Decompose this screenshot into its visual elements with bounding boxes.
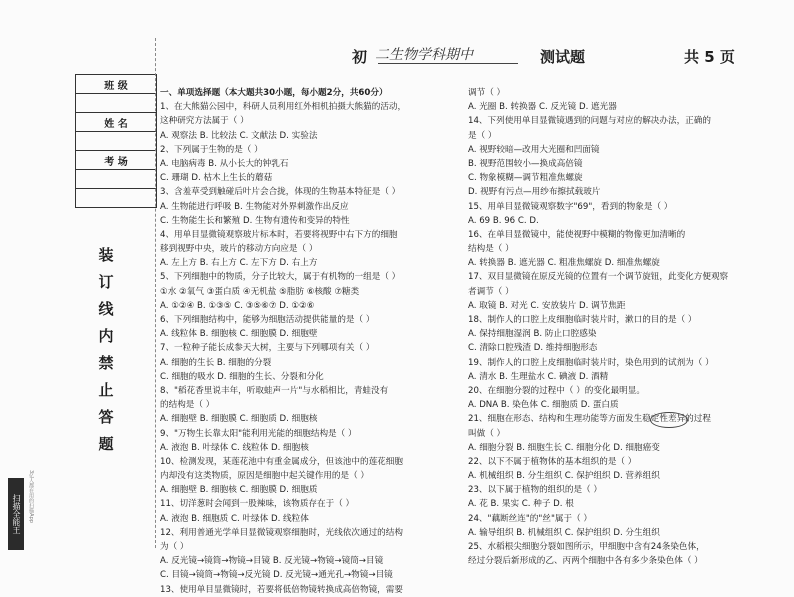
binding-char: 题	[98, 435, 114, 453]
page-count: 共 5 页	[684, 48, 735, 66]
question-line: A. 细胞的生长 B. 细胞的分裂	[160, 357, 272, 368]
question-line: A. 生物能进行呼吸 B. 生物能对外界刺激作出反应	[160, 201, 349, 212]
question-line: B. 视野范围较小—换成高倍镜	[468, 158, 583, 169]
binding-char: 装	[98, 246, 114, 264]
question-line: A. 液泡 B. 叶绿体 C. 线粒体 D. 细胞核	[160, 442, 309, 453]
question-line: 移到视野中央，玻片的移动方向应是（ ）	[160, 244, 318, 255]
question-line: 5、下列细胞中的物质，分子比较大，属于有机物的一组是（ ）	[160, 272, 401, 283]
question-line: A. 电脑病毒 B. 从小长大的钟乳石	[160, 158, 289, 169]
question-line: C. 目镜→镜筒→物镜→反光镜 D. 反光镜→通光孔→物镜→目镜	[160, 570, 393, 581]
question-line: 这种研究方法属于（ ）	[160, 116, 249, 127]
question-line: A. 反光镜→镜筒→物镜→目镜 B. 反光镜→物镜→镜筒→目镜	[160, 556, 384, 567]
question-line: 7、一粒种子能长成参天大树，主要与下列哪项有关（ ）	[160, 343, 375, 354]
question-line: 24、"藕断丝连"的"丝"属于（ ）	[468, 513, 593, 524]
question-line: 22、以下不属于植物体的基本组织的是（ ）	[468, 456, 637, 467]
name-field[interactable]	[76, 132, 157, 151]
question-line: 内却没有这类物质，原因是细胞中起关键作用的是（ ）	[160, 471, 369, 482]
question-line: ①水 ②氧气 ③蛋白质 ④无机盐 ⑤脂肪 ⑥核酸 ⑦糖类	[160, 286, 360, 297]
question-line: 1、在大熊猫公园中，科研人员利用红外相机拍摄大熊猫的活动，	[160, 102, 407, 113]
question-line: A. 线粒体 B. 细胞核 C. 细胞膜 D. 细胞壁	[160, 329, 318, 340]
question-line: 者调节（ ）	[468, 286, 514, 297]
question-line: 9、"万物生长靠太阳"能利用光能的细胞结构是（ ）	[160, 428, 357, 439]
question-line: 16、在单目显微镜中，能使视野中模糊的物像更加清晰的	[468, 229, 686, 240]
pen-circle-mark	[650, 412, 688, 428]
question-line: 19、制作人的口腔上皮细胞临时装片时，染色用到的试剂为（ ）	[468, 357, 714, 368]
binding-char: 订	[98, 273, 114, 291]
binding-char: 止	[98, 381, 114, 399]
binding-char: 禁	[98, 354, 114, 372]
question-line: A. 输导组织 B. 机械组织 C. 保护组织 D. 分生组织	[468, 527, 660, 538]
blank-field[interactable]	[76, 189, 157, 208]
question-line: A. 取镜 B. 对光 C. 安放装片 D. 调节焦距	[468, 300, 626, 311]
question-line: 叫做（ ）	[468, 428, 506, 439]
question-line: C. 珊瑚 D. 枯木上生长的蘑菇	[160, 173, 273, 184]
title-underline	[378, 63, 518, 64]
binding-line-notice	[97, 242, 115, 458]
question-line: 11、切洋葱时会闻到一股辣味，该物质存在于（ ）	[160, 499, 355, 510]
question-line: A. 保持细胞湿润 B. 防止口腔感染	[468, 329, 597, 340]
question-line: A. ①②④ B. ①③⑤ C. ③⑤⑥⑦ D. ①②⑥	[160, 300, 315, 311]
exam-room-label: 考 场	[76, 151, 157, 170]
binding-char: 线	[98, 300, 114, 318]
question-line: 8、"稻花香里说丰年，听取蛙声一片"与水稻相比，青蛙没有	[160, 385, 389, 396]
question-line: A. 左上方 B. 右上方 C. 左下方 D. 右上方	[160, 258, 318, 269]
right-question-column	[468, 86, 728, 568]
question-line: A. DNA B. 染色体 C. 细胞质 D. 蛋白质	[468, 400, 619, 411]
left-question-column	[160, 86, 406, 597]
handwritten-title: 二生物学科期中	[375, 47, 473, 63]
exam-room-field[interactable]	[76, 170, 157, 189]
question-line: 的结构是（ ）	[160, 400, 215, 411]
question-line: C. 物象模糊—调节粗准焦螺旋	[468, 173, 583, 184]
title-prefix: 初	[352, 48, 368, 66]
question-line: C. 生物能生长和繁殖 D. 生物有遗传和变异的特性	[160, 215, 350, 226]
question-line: A. 观察法 B. 比较法 C. 文献法 D. 实验法	[160, 130, 318, 141]
question-line: 6、下列细胞结构中，能够为细胞活动提供能量的是（ ）	[160, 315, 375, 325]
question-line: 结构是（ ）	[468, 244, 514, 255]
question-line: 17、双目显微镜在原反光镜的位置有一个调节旋钮，此变化方便观察	[468, 272, 729, 283]
student-info-table	[75, 74, 157, 208]
page-title: 测试题	[540, 48, 586, 66]
question-line: 14、下列使用单目显微镜遇到的问题与对应的解决办法，正确的	[468, 116, 711, 127]
question-line: A. 光圈 B. 转换器 C. 反光镜 D. 遮光器	[468, 102, 617, 113]
question-line: A. 细胞分裂 B. 细胞生长 C. 细胞分化 D. 细胞癌变	[468, 442, 660, 453]
question-line: D. 视野有污点—用纱布擦拭载玻片	[468, 187, 601, 198]
question-line: 一、单项选择题（本大题共30小题，每小题2分，共60分）	[160, 88, 388, 98]
question-line: 2、下列属于生物的是（ ）	[160, 144, 263, 155]
question-line: 4、用单目显微镜观察玻片标本时，若要将视野中右下方的细胞	[160, 229, 398, 240]
question-line: A. 视野较暗—改用大光圈和凹面镜	[468, 144, 600, 155]
question-line: 为（ ）	[160, 542, 189, 552]
binding-dashed-line	[155, 38, 156, 548]
binding-char: 答	[98, 408, 114, 426]
class-label: 班 级	[76, 75, 157, 94]
question-line: A. 转换器 B. 遮光器 C. 粗准焦螺旋 D. 细准焦螺旋	[468, 258, 660, 269]
question-line: C. 清除口腔残渣 D. 维持细胞形态	[468, 343, 598, 354]
question-line: 15、用单目显微镜观察数字"69"，看到的物象是（ ）	[468, 201, 673, 212]
question-line: A. 清水 B. 生理盐水 C. 碘液 D. 酒精	[468, 371, 609, 382]
scanner-stamp-subtitle: 3亿人都在用的扫描App	[28, 470, 34, 523]
question-line: 18、制作人的口腔上皮细胞临时装片时，漱口的目的是（ ）	[468, 315, 697, 325]
question-line: 调节（ ）	[468, 88, 506, 98]
name-label: 姓 名	[76, 113, 157, 132]
question-line: A. 细胞壁 B. 细胞核 C. 细胞膜 D. 细胞质	[160, 485, 318, 496]
question-line: A. 69 B. 96 C. D.	[468, 215, 539, 226]
question-line: A. 液泡 B. 细胞质 C. 叶绿体 D. 线粒体	[160, 513, 309, 524]
question-line: 12、利用普通光学单目显微镜观察细胞时，光线依次通过的结构	[160, 527, 403, 538]
question-line: 是（ ）	[468, 130, 497, 141]
question-line: 23、以下属于植物的组织的是（ ）	[468, 485, 602, 496]
question-line: A. 机械组织 B. 分生组织 C. 保护组织 D. 营养组织	[468, 471, 660, 482]
question-line: A. 细胞壁 B. 细胞膜 C. 细胞质 D. 细胞核	[160, 414, 318, 425]
question-line: 10、检测发现，某莲花池中有重金属成分，但该池中的莲花细胞	[160, 456, 403, 467]
question-line: 20、在细胞分裂的过程中（ ）的变化最明显。	[468, 385, 645, 396]
scanner-stamp: 扫描全能王	[8, 478, 24, 550]
question-line: 13、使用单目显微镜时，若要将低倍物镜转换成高倍物镜，需要	[160, 584, 403, 595]
question-line: A. 花 B. 果实 C. 种子 D. 根	[468, 499, 574, 510]
question-line: C. 细胞的吸水 D. 细胞的生长、分裂和分化	[160, 371, 324, 382]
question-line: 3、含羞草受到触碰后叶片会合拢，体现的生物基本特征是（ ）	[160, 187, 401, 198]
class-field[interactable]	[76, 94, 157, 113]
question-line: 21、细胞在形态、结构和生理功能等方面发生稳定性差异的过程	[468, 414, 711, 425]
question-line: 经过分裂后新形成的乙、丙两个细胞中各有多少条染色体（ ）	[468, 556, 703, 567]
question-line: 25、水稻根尖细胞分裂如图所示，甲细胞中含有24条染色体，	[468, 542, 705, 552]
binding-char: 内	[98, 327, 114, 345]
